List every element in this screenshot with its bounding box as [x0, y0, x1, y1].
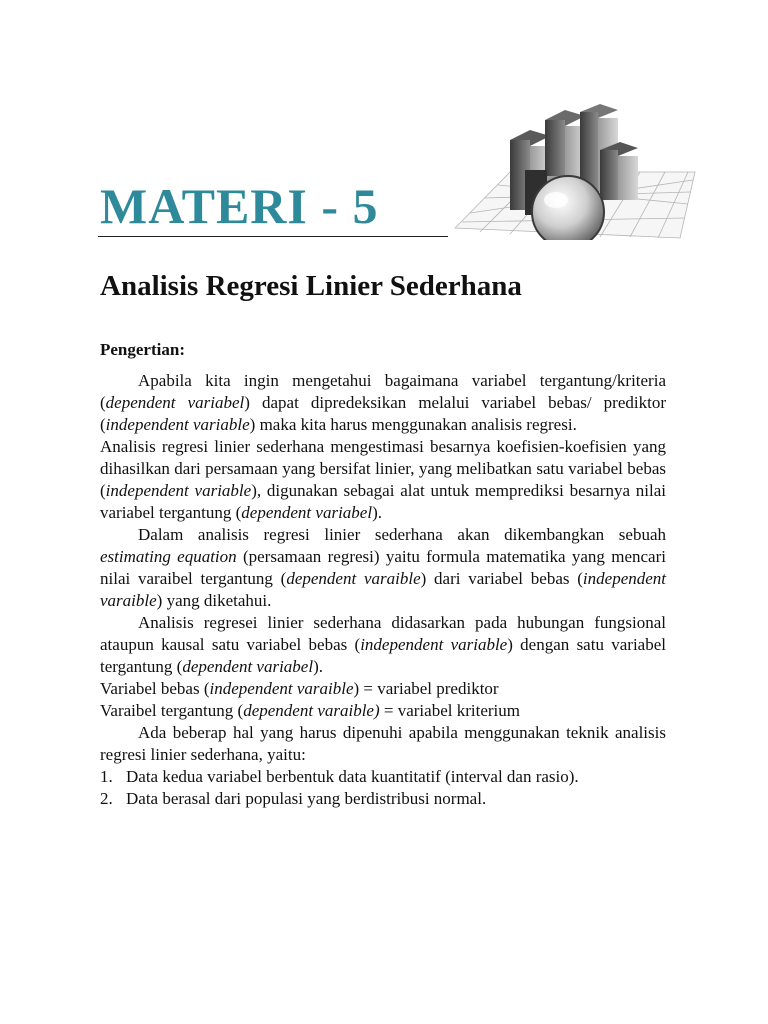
- paragraph-requirements: Ada beberap hal yang harus dipenuhi apabila menggunakan teknik analisis regresi linier sederhana, yaitu:: [100, 723, 666, 764]
- text-run: Varaibel tergantung (: [100, 701, 244, 720]
- italic-term: independent variable: [105, 481, 252, 500]
- list-text: Data berasal dari populasi yang berdistribusi normal.: [126, 789, 487, 808]
- text-run: (persamaan regresi) yaitu formula matematika yang mencari nilai varaibel tergantung (: [100, 547, 666, 588]
- italic-term: independent variable: [105, 415, 250, 434]
- list-number: 2.: [100, 789, 113, 808]
- italic-term: independent varaible: [209, 679, 354, 698]
- text-run: Variabel bebas (: [100, 679, 210, 698]
- paragraph-2: [100, 436, 666, 524]
- chapter-title: MATERI - 5: [100, 178, 379, 234]
- list-text: Data kedua variabel berbentuk data kuantitatif (interval dan rasio).: [126, 767, 579, 786]
- italic-term: dependent varaible): [243, 701, 380, 720]
- body-text: [100, 370, 666, 810]
- text-run: ) dari variabel bebas (: [420, 569, 583, 588]
- text-run: ) dapat dipredeksikan melalui variabel bebas/ prediktor (: [100, 393, 666, 434]
- text-run: Dalam analisis regresi linier sederhana akan dikembangkan sebuah: [138, 525, 666, 544]
- header-divider: [98, 236, 448, 237]
- text-run: ) yang diketahui.: [156, 591, 272, 610]
- italic-term: dependent varaible: [286, 569, 421, 588]
- text-run: Analisis regresi linier sederhana mengestimasi besarnya koefisien-koefisien yang dihasilkan dari persamaan yang bersifat linier, yang melibatkan satu variabel bebas (: [100, 437, 666, 500]
- requirements-list: [100, 766, 666, 810]
- text-run: Apabila kita ingin mengetahui bagaimana variabel tergantung/kriteria (: [100, 371, 666, 412]
- text-run: ) dengan satu variabel tergantung (: [100, 635, 666, 676]
- italic-term: estimating equation: [100, 547, 237, 566]
- paragraph-1: [100, 370, 666, 436]
- italic-term: independent varaible: [100, 569, 667, 610]
- text-run: ), digunakan sebagai alat untuk memprediksi besarnya nilai variabel tergantung (: [100, 481, 666, 522]
- italic-term: dependent variabel: [182, 657, 314, 676]
- text-run: ) = variabel prediktor: [353, 679, 499, 698]
- list-item: [100, 788, 666, 810]
- text-run: ).: [372, 503, 382, 522]
- paragraph-3: [100, 524, 666, 612]
- italic-term: dependent variabel: [105, 393, 245, 412]
- bar-chart-globe-icon: [450, 100, 700, 240]
- italic-term: independent variable: [360, 635, 508, 654]
- page-header: [0, 0, 768, 250]
- definition-dependent: [100, 700, 666, 722]
- list-number: 1.: [100, 767, 113, 786]
- section-title: Analisis Regresi Linier Sederhana: [100, 270, 522, 302]
- italic-term: dependent variabel: [241, 503, 373, 522]
- definition-independent: [100, 678, 666, 700]
- text-run: ) maka kita harus menggunakan analisis regresi.: [249, 415, 577, 434]
- paragraph-4: [100, 612, 666, 678]
- text-run: = variabel kriterium: [379, 701, 520, 720]
- text-run: ).: [313, 657, 323, 676]
- list-item: [100, 766, 666, 788]
- subheading-pengertian: Pengertian:: [100, 340, 185, 359]
- text-run: Analisis regresei linier sederhana didasarkan pada hubungan fungsional ataupun kausal satu variabel bebas (: [100, 613, 666, 654]
